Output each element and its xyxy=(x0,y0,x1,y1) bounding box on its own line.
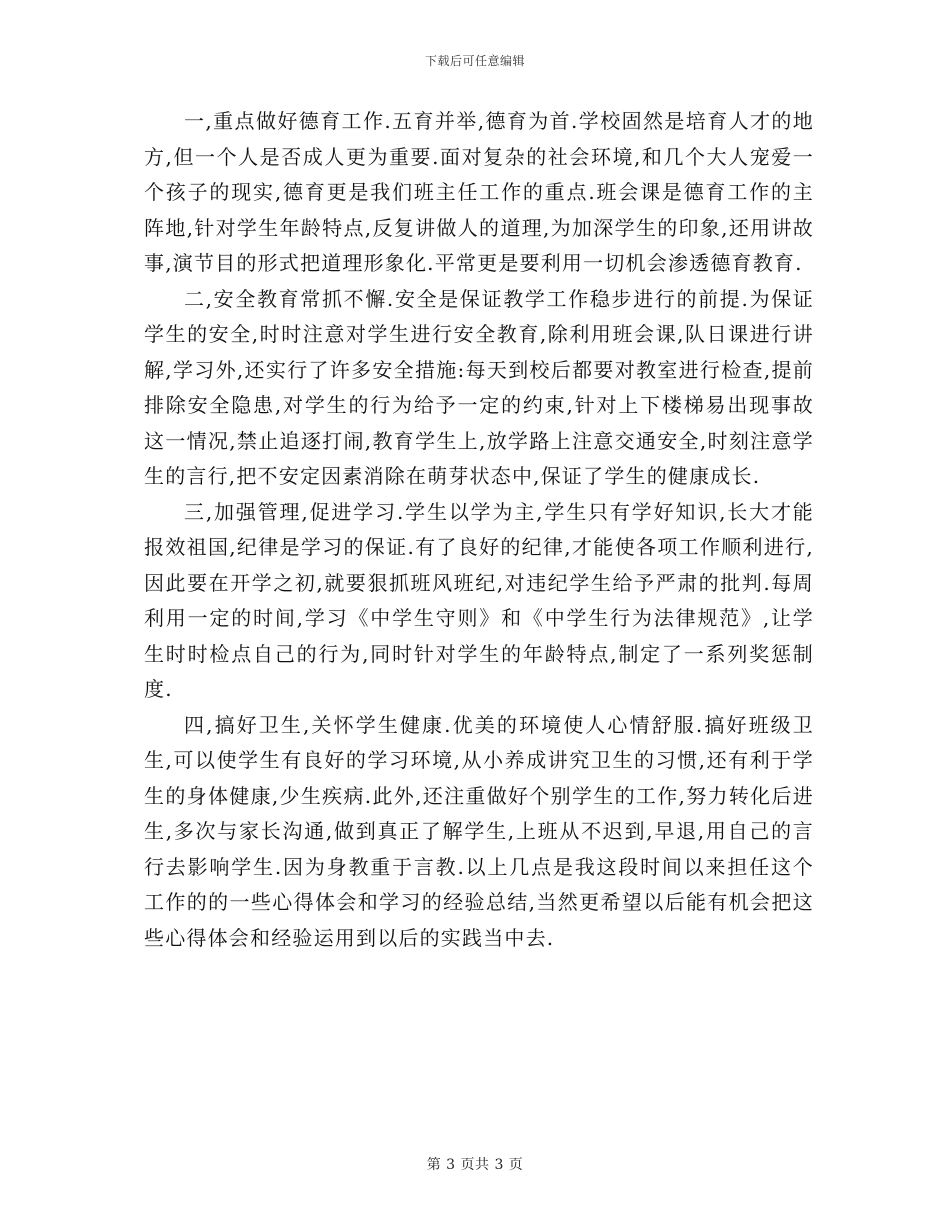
paragraph-safety-education: 二,安全教育常抓不懈.安全是保证教学工作稳步进行的前提.为保证学生的安全,时时注意对学生进行安全教育,除利用班会课,队日课进行讲解,学习外,还实行了许多安全措施:每天到校后都要对教室进行检查,提前排除安全隐患,对学生的行为给予一定的约束,针对上下楼梯易出现事故这一情况,禁止追逐打闹,教育学生上,放学路上注意交通安全,时刻注意学生的言行,把不安定因素消除在萌芽状态中,保证了学生的健康成长. xyxy=(144,286,814,488)
document-body xyxy=(144,104,814,956)
page-header: 下载后可任意编辑 xyxy=(424,54,525,68)
paragraph-hygiene-health: 四,搞好卫生,关怀学生健康.优美的环境使人心情舒服.搞好班级卫生,可以使学生有良好的学习环境,从小养成讲究卫生的习惯,还有利于学生的身体健康,少生疾病.此外,还注重做好个别学生的工作,努力转化后进生,多次与家长沟通,做到真正了解学生,上班从不迟到,早退,用自己的言行去影响学生.因为身教重于言教.以上几点是我这段时间以来担任这个工作的的一些心得体会和学习的经验总结,当然更希望以后能有机会把这些心得体会和经验运用到以后的实践当中去. xyxy=(144,712,814,950)
page-footer: 第 3 页共 3 页 xyxy=(426,1157,524,1173)
paragraph-moral-education: 一,重点做好德育工作.五育并举,德育为首.学校固然是培育人才的地方,但一个人是否成人更为重要.面对复杂的社会环境,和几个大人宠爱一个孩子的现实,德育更是我们班主任工作的重点.班会课是德育工作的主阵地,针对学生年龄特点,反复讲做人的道理,为加深学生的印象,还用讲故事,演节目的形式把道理形象化.平常更是要利用一切机会渗透德育教育. xyxy=(144,109,814,275)
paragraph-management-learning: 三,加强管理,促进学习.学生以学为主,学生只有学好知识,长大才能报效祖国,纪律是学习的保证.有了良好的纪律,才能使各项工作顺利进行,因此要在开学之初,就要狠抓班风班纪,对违纪学生给予严肃的批判.每周利用一定的时间,学习《中学生守则》和《中学生行为法律规范》,让学生时时检点自己的行为,同时针对学生的年龄特点,制定了一系列奖惩制度. xyxy=(144,499,814,701)
